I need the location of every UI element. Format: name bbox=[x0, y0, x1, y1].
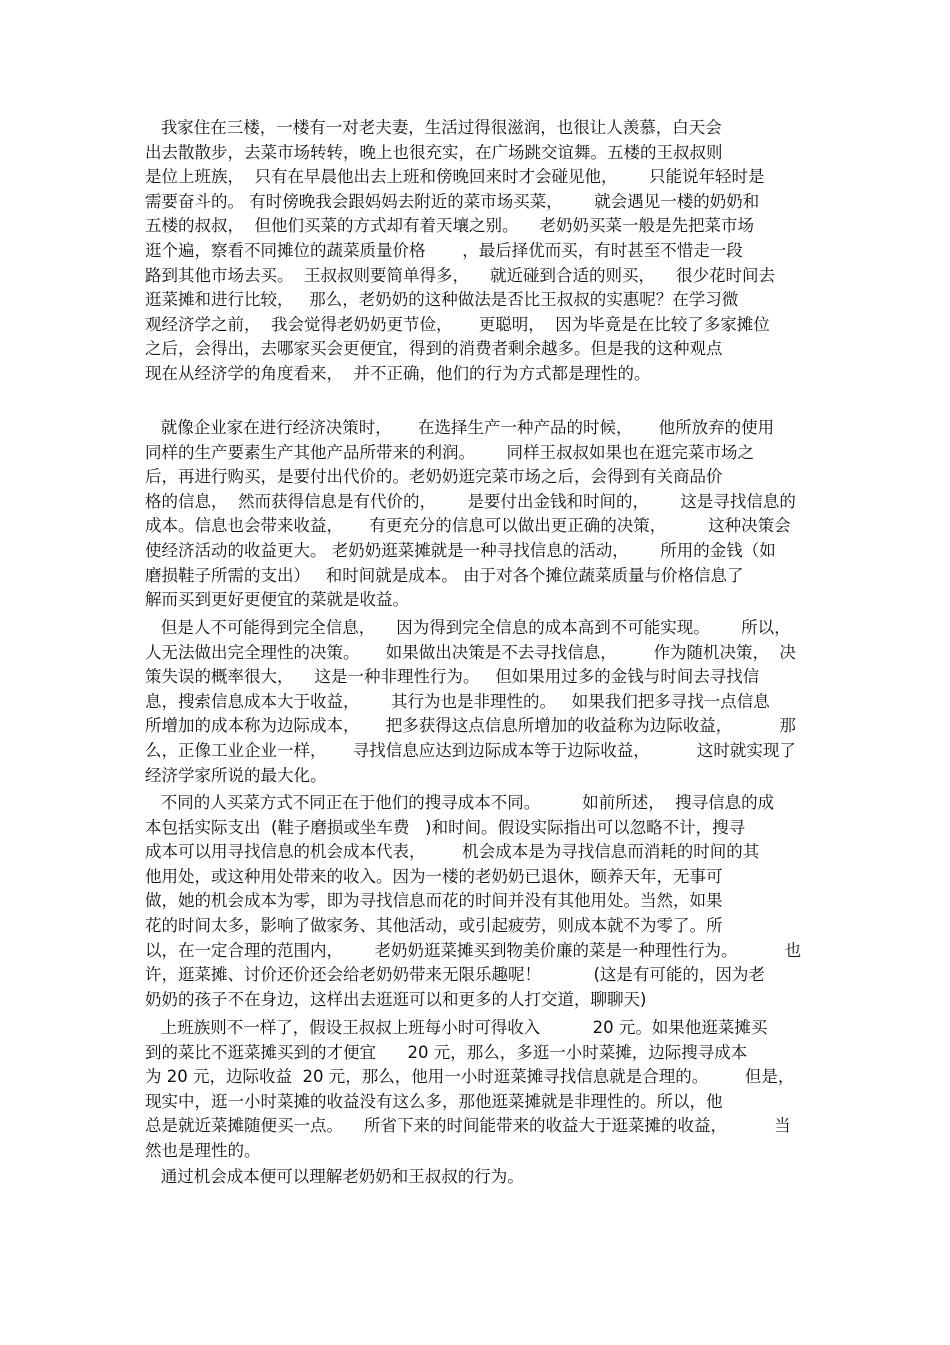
text-line: 本包括实际支出 (鞋子磨损或坐车费 )和时间。假设实际指出可以忽略不计，搜寻 bbox=[145, 817, 746, 837]
text-line: 做，她的机会成本为零，即为寻找信息而花的时间并没有其他用处。当然，如果 bbox=[145, 891, 723, 911]
paragraph-4 bbox=[145, 791, 815, 1012]
text-line: 不同的人买菜方式不同正在于他们的搜寻成本不同。 如前所述， 搜寻信息的成 bbox=[145, 793, 775, 812]
text-line: 许，逛菜摊、讨价还价还会给老奶奶带来无限乐趣呢！ (这是有可能的，因为老 bbox=[145, 965, 765, 985]
text-line: 到的菜比不逛菜摊买到的才便宜 20 元，那么，多逛一小时菜摊，边际搜寻成本 bbox=[145, 1042, 748, 1062]
text-line: 格的信息， 然而获得信息是有代价的， 是要付出金钱和时间的， 这是寻找信息的 bbox=[145, 491, 796, 511]
text-line: 策失误的概率很大， 这是一种非理性行为。 但如果用过多的金钱与时间去寻找信 bbox=[145, 667, 760, 687]
text-line: 通过机会成本便可以理解老奶奶和王叔叔的行为。 bbox=[145, 1167, 524, 1186]
text-line: 奶奶的孩子不在身边，这样出去逛逛可以和更多的人打交道，聊聊天) bbox=[145, 989, 647, 1009]
text-line: 之后，会得出，去哪家买会更便宜，得到的消费者剩余越多。但是我的这种观点 bbox=[145, 339, 723, 359]
text-line: 逛个遍，察看不同摊位的蔬菜质量价格 ，最后择优而买，有时甚至不惜走一段 bbox=[145, 240, 743, 260]
text-line: 磨损鞋子所需的支出） 和时间就是成本。 由于对各个摊位蔬菜质量与价格信息了 bbox=[145, 565, 744, 585]
text-line: 他用处，或这种用处带来的收入。因为一楼的老奶奶已退休，颐养天年，无事可 bbox=[145, 866, 723, 886]
text-line: 总是就近菜摊随便买一点。 所省下来的时间能带来的收益大于逛菜摊的收益， 当 bbox=[145, 1116, 791, 1136]
text-line: 五楼的叔叔， 但他们买菜的方式却有着天壤之别。 老奶奶买菜一般是先把菜市场 bbox=[145, 216, 754, 236]
text-line: 然也是理性的。 bbox=[145, 1140, 261, 1160]
text-line: 需要奋斗的。 有时傍晚我会跟妈妈去附近的菜市场买菜， 就会遇见一楼的奶奶和 bbox=[145, 191, 760, 211]
text-line: 以，在一定合理的范围内， 老奶奶逛菜摊买到物美价廉的菜是一种理性行为。 也 bbox=[145, 940, 802, 960]
text-line: 路到其他市场去买。 王叔叔则要简单得多， 就近碰到合适的则买， 很少花时间去 bbox=[145, 265, 775, 285]
text-line: 是位上班族， 只有在早晨他出去上班和傍晚回来时才会碰见他， 只能说年轻时是 bbox=[145, 167, 765, 187]
text-line: 就像企业家在进行经济决策时， 在选择生产一种产品的时候， 他所放弃的使用 bbox=[145, 418, 775, 437]
paragraph-1 bbox=[145, 116, 815, 387]
text-line: 观经济学之前， 我会觉得老奶奶更节俭， 更聪明， 因为毕竟是在比较了多家摊位 bbox=[145, 314, 770, 334]
text-line: 么，正像工业企业一样， 寻找信息应达到边际成本等于边际收益， 这时就实现了 bbox=[145, 740, 796, 760]
paragraph-3 bbox=[145, 616, 815, 788]
paragraph-6 bbox=[145, 1165, 815, 1190]
text-line: 出去散散步，去菜市场转转，晚上也很充实，在广场跳交谊舞。五楼的王叔叔则 bbox=[145, 142, 723, 162]
text-line: 解而买到更好更便宜的菜就是收益。 bbox=[145, 590, 409, 610]
text-line: 我家住在三楼，一楼有一对老夫妻，生活过得很滋润，也很让人羡慕，白天会 bbox=[145, 118, 722, 137]
text-line: 同样的生产要素生产其他产品所带来的利润。 同样王叔叔如果也在逛完菜市场之 bbox=[145, 442, 754, 462]
text-line: 经济学家所说的最大化。 bbox=[145, 765, 327, 785]
text-line: 上班族则不一样了，假设王叔叔上班每小时可得收入 20 元。如果他逛菜摊买 bbox=[145, 1018, 768, 1037]
text-line: 成本。信息也会带来收益， 有更充分的信息可以做出更正确的决策， 这种决策会 bbox=[145, 516, 791, 536]
text-line: 但是人不可能得到完全信息， 因为得到完全信息的成本高到不可能实现。 所以， bbox=[145, 618, 791, 637]
text-line: 息，搜索信息成本大于收益， 其行为也是非理性的。 如果我们把多寻找一点信息 bbox=[145, 691, 770, 711]
text-line: 成本可以用寻找信息的机会成本代表， 机会成本是为寻找信息而消耗的时间的其 bbox=[145, 842, 760, 862]
text-line: 所增加的成本称为边际成本， 把多获得这点信息所增加的收益称为边际收益， 那 bbox=[145, 716, 796, 736]
paragraph-2 bbox=[145, 416, 815, 613]
text-line: 花的时间太多，影响了做家务、其他活动，或引起疲劳，则成本就不为零了。所 bbox=[145, 915, 723, 935]
text-line: 人无法做出完全理性的决策。 如果做出决策是不去寻找信息， 作为随机决策， 决 bbox=[145, 642, 796, 662]
text-line: 现实中，逛一小时菜摊的收益没有这么多，那他逛菜摊就是非理性的。所以，他 bbox=[145, 1091, 723, 1111]
text-line: 使经济活动的收益更大。 老奶奶逛菜摊就是一种寻找信息的活动， 所用的金钱（如 bbox=[145, 540, 776, 560]
text-line: 现在从经济学的角度看来， 并不正确，他们的行为方式都是理性的。 bbox=[145, 363, 651, 383]
text-line: 逛菜摊和进行比较， 那么，老奶奶的这种做法是否比王叔叔的实惠呢？在学习微 bbox=[145, 290, 739, 310]
text-line: 后，再进行购买，是要付出代价的。老奶奶逛完菜市场之后，会得到有关商品价 bbox=[145, 467, 723, 487]
paragraph-5 bbox=[145, 1016, 815, 1164]
text-line: 为 20 元，边际收益 20 元，那么，他用一小时逛菜摊寻找信息就是合理的。 但是， bbox=[145, 1067, 795, 1087]
